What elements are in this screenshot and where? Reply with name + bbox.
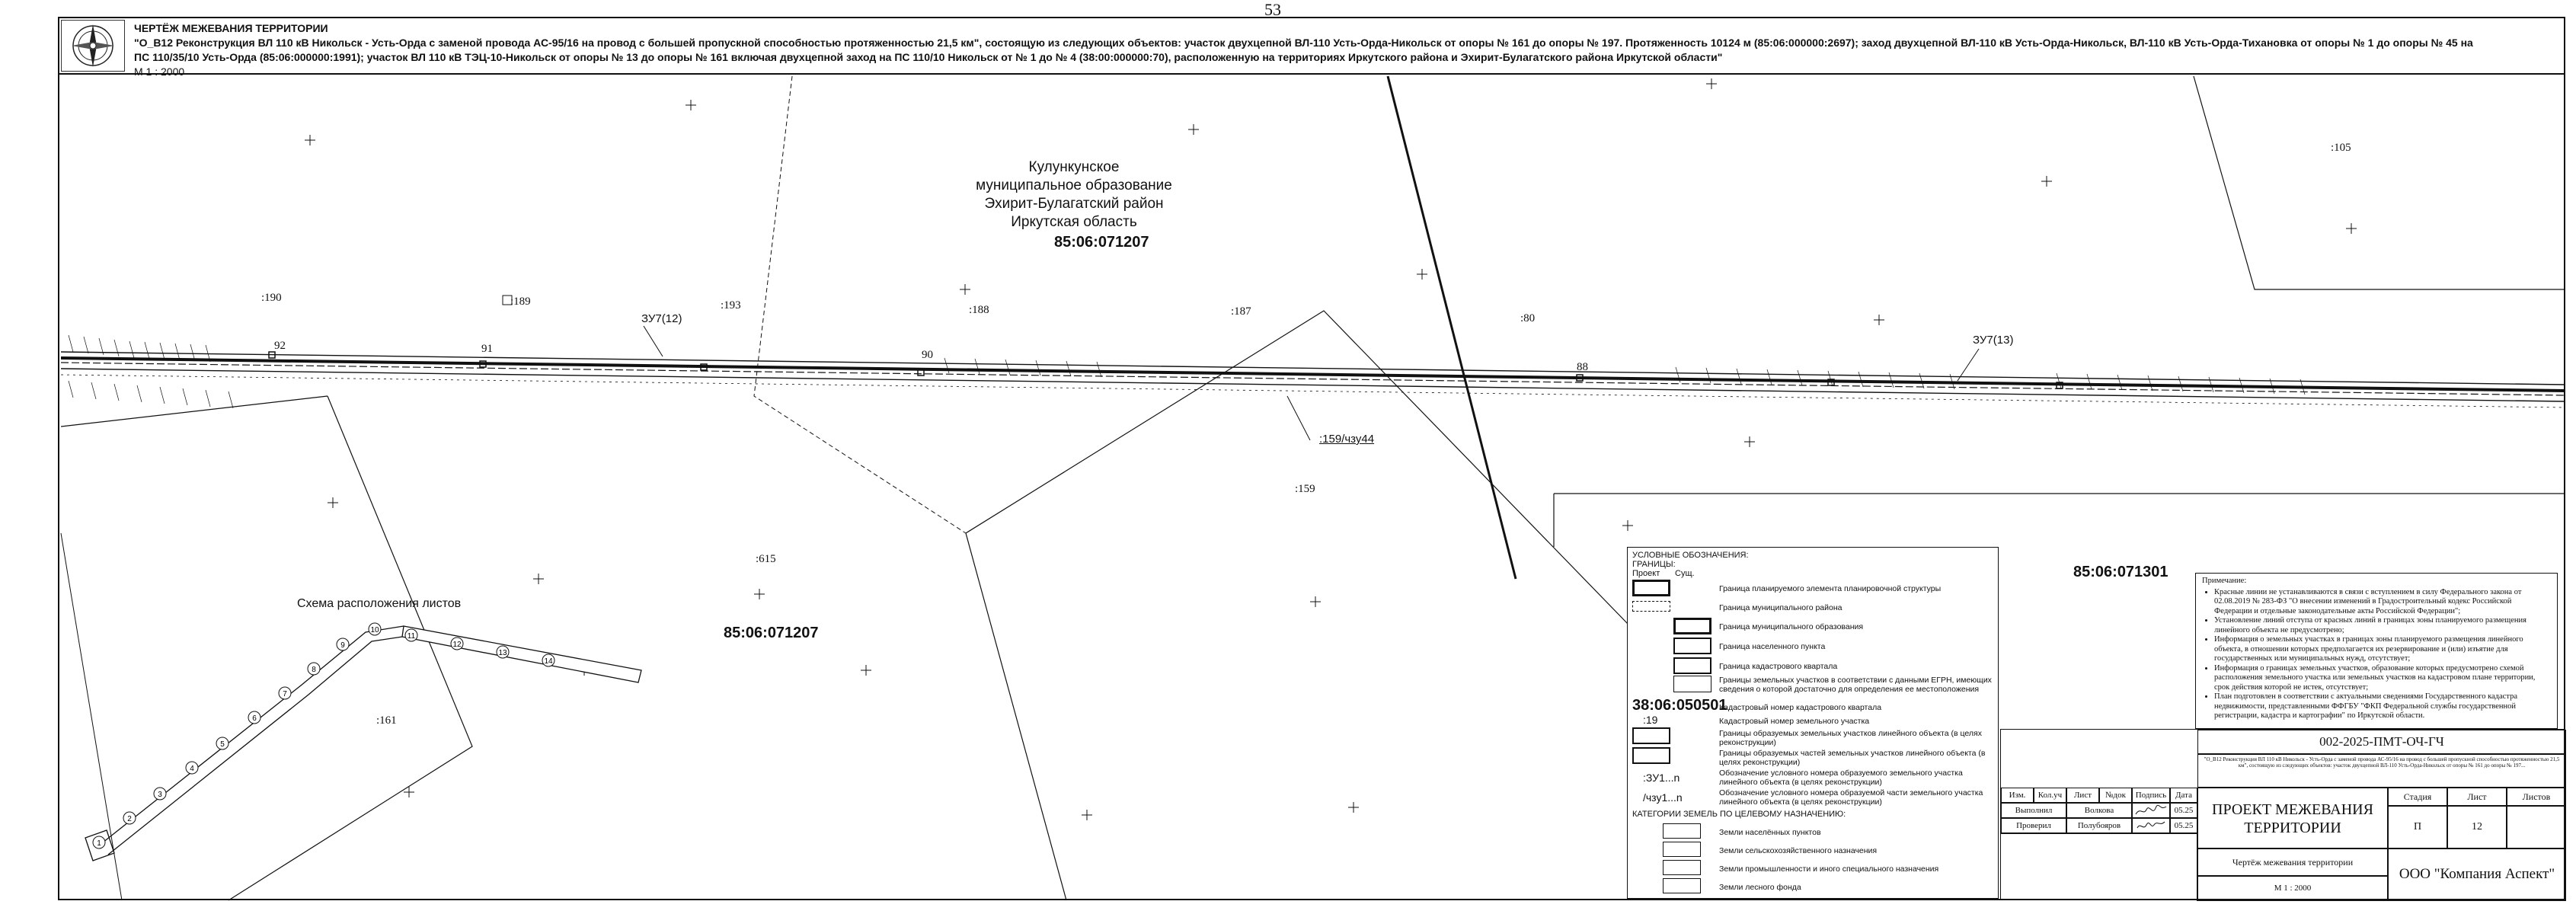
sheet-number-label: 6 <box>252 714 257 723</box>
sheet-number-label: 7 <box>283 690 287 698</box>
tower-label: 88 <box>1577 361 1588 373</box>
legend-swatch <box>1663 860 1701 875</box>
stage-value: П <box>2388 806 2447 848</box>
legend-swatch <box>1663 878 1701 893</box>
legend-sample-block: 38:06:050501 <box>1632 697 1727 714</box>
company-name: ООО "Компания Аспект" <box>2388 848 2566 901</box>
note-item: • Информация о земельных участках в границах зоны планируемого размещения линейного объекта, в отношении которых предполагается их резервирование и (или) изъятие для государственных или муниципальных нужд, отсутствует; <box>2214 635 2551 664</box>
legend-item: Границы образуемых земельных участков линейного объекта (в целях реконструкции) <box>1719 729 1982 747</box>
legend-title: УСЛОВНЫЕ ОБОЗНАЧЕНИЯ: <box>1632 551 1749 560</box>
legend-item: Границы образуемых частей земельных участков линейного объекта (в целях реконструкции) <box>1719 749 1986 767</box>
signature-icon <box>2132 803 2170 818</box>
stamp-role: Выполнил <box>2001 803 2066 818</box>
sheet-number-label: 2 <box>127 815 132 823</box>
cadastral-block-label: 85:06:071301 <box>2073 564 2169 580</box>
stage-header: Стадия <box>2388 788 2447 806</box>
note-item: • План подготовлен в соответствии с актуальными сведениями Государственного кадастра недвижимости, представленными ФФГБУ "ФКП Федеральной службы государственной регистрации, кадастра и картографии" по Иркутской области. <box>2214 692 2551 721</box>
sheets-value <box>2507 806 2566 848</box>
legend <box>1627 547 1999 899</box>
stamp-person: Полубояров <box>2066 818 2132 833</box>
legend-item: Граница муниципального района <box>1719 603 1843 612</box>
legend-category: Земли населённых пунктов <box>1719 828 1821 837</box>
legend-sample-chzu: /чзу1...n <box>1643 791 1683 804</box>
title-block <box>2000 729 2565 900</box>
legend-symbol <box>1673 618 1711 634</box>
stamp-date: 05.25 <box>2170 818 2197 833</box>
document-code: 002-2025-ПМТ-ОЧ-ГЧ <box>2197 730 2566 754</box>
note-item: • Установление линий отступа от красных линий в границах зоны планируемого размещения линейного объекта не предусмотрено; <box>2214 616 2551 635</box>
tower-label: 90 <box>922 349 933 361</box>
object-description-line-1: "О_В12 Реконструкция ВЛ 110 кВ Никольск - Усть-Орда с заменой провода АС-95/16 на провод с большей пропускной способностью протяженностью 21,5 км", состоящую из следующих объектов: участок двухцепной ВЛ-110 Усть-Орда-Никольск от опоры № 161 до опоры № 197. Протяженность 10124 м (85:06:000000:2697); заход двухцепной ВЛ-110 кВ Усть-Орда-Никольск, ВЛ-110 кВ Усть-Орда-Тихановка от опоры № 1 до опоры № 45 на <box>134 37 2473 49</box>
legend-item: Обозначение условного номера образуемого земельного участка линейного объекта (в целях реконструкции) <box>1719 769 1963 787</box>
sheet-number-label: 1 <box>97 839 101 848</box>
sheet-number-label: 12 <box>452 641 462 649</box>
stamp-date: 05.25 <box>2170 803 2197 818</box>
notes-box <box>2195 573 2558 729</box>
municipality-line-4: Иркутская область <box>1011 214 1137 230</box>
parcel-label: :190 <box>261 292 282 304</box>
stamp-header-list: Лист <box>2066 788 2099 803</box>
legend-categories-title: КАТЕГОРИИ ЗЕМЕЛЬ ПО ЦЕЛЕВОМУ НАЗНАЧЕНИЮ: <box>1632 810 1846 819</box>
stamp-role: Проверил <box>2001 818 2066 833</box>
legend-col-project: Проект <box>1632 569 1660 578</box>
sheets-header: Листов <box>2507 788 2566 806</box>
parcel-label: :159 <box>1295 483 1315 495</box>
parcel-label: :80 <box>1520 312 1536 324</box>
legend-category: Земли лесного фонда <box>1719 883 1801 892</box>
parcel-label: :188 <box>969 304 989 316</box>
legend-item: Кадастровый номер земельного участка <box>1719 717 1870 726</box>
legend-borders-heading: ГРАНИЦЫ: <box>1632 560 1676 569</box>
legend-symbol <box>1632 727 1670 744</box>
legend-item: Границы земельных участков в соответствии с данными ЕГРН, имеющих сведения о которой достаточно для определения ее местоположения <box>1719 676 1992 694</box>
sheet-schema-title: Схема расположения листов <box>297 597 462 610</box>
legend-swatch <box>1663 842 1701 857</box>
zu-label: ЗУ7(12) <box>641 312 682 325</box>
legend-symbol <box>1673 638 1711 654</box>
page-number: 53 <box>1264 0 1281 19</box>
sheet-number-label: 4 <box>190 765 194 773</box>
sheet-number-label: 5 <box>220 740 225 749</box>
legend-swatch <box>1663 823 1701 839</box>
parcel-label: :161 <box>376 714 397 727</box>
drawing-title: ЧЕРТЁЖ МЕЖЕВАНИЯ ТЕРРИТОРИИ <box>134 22 328 34</box>
legend-sample-zu: :ЗУ1...n <box>1643 772 1680 784</box>
drawing-scale-stamp: М 1 : 2000 <box>2197 876 2388 901</box>
zu-part-label: :159/чзу44 <box>1319 433 1375 446</box>
legend-item: Граница муниципального образования <box>1719 622 1864 631</box>
sheet-value: 12 <box>2447 806 2507 848</box>
sheet-number-label: 10 <box>370 626 379 634</box>
note-item: • Информация о границах земельных участков, образование которых предусмотрено схемой расположения земельного участка или земельных участков на кадастровом плане территории, срок действия которой не истек, отсутствует; <box>2214 664 2551 693</box>
drawing-name: Чертёж межевания территории <box>2197 848 2388 876</box>
stamp-header-izm: Изм. <box>2001 788 2034 803</box>
legend-item: Граница кадастрового квартала <box>1719 662 1838 671</box>
tower-label: 91 <box>481 343 493 355</box>
parcel-label: :105 <box>2331 142 2351 154</box>
zu-label: ЗУ7(13) <box>1973 334 2014 347</box>
legend-item: Обозначение условного номера образуемой части земельного участка линейного объекта (в целях реконструкции) <box>1719 788 1983 807</box>
legend-item: Граница планируемого элемента планировочной структуры <box>1719 584 1942 593</box>
legend-symbol <box>1632 601 1670 612</box>
stamp-header-koluch: Кол.уч <box>2034 788 2066 803</box>
stamp-header-signature: Подпись <box>2132 788 2170 803</box>
municipality-line-3: Эхирит-Булагатский район <box>984 196 1164 212</box>
legend-sample-parcel: :19 <box>1643 714 1658 726</box>
sheet-number-label: 11 <box>407 632 416 641</box>
drawing-scale: М 1 : 2000 <box>134 66 185 78</box>
legend-symbol <box>1632 747 1670 764</box>
notes-title: Примечание: <box>2202 577 2247 585</box>
sheet-number-label: 13 <box>498 649 507 657</box>
tower-label: 92 <box>274 340 286 352</box>
legend-symbol <box>1673 676 1711 692</box>
parcel-label: :615 <box>756 553 776 565</box>
parcel-label: :193 <box>721 299 741 312</box>
sheet-number-label: 9 <box>340 641 345 650</box>
signature-icon <box>2132 818 2170 833</box>
sheet-header: Лист <box>2447 788 2507 806</box>
note-item: • Красные линии не устанавливаются в связи с вступлением в силу Федерального закона от 02.08.2019 № 283-ФЗ "О внесении изменений в Градостроительный кодекс Российской Федерации и отдельные законодательные акты Российской Федерации"; <box>2214 588 2551 617</box>
legend-category: Земли промышленности и иного специального назначения <box>1719 864 1939 874</box>
legend-col-existing: Сущ. <box>1675 569 1695 578</box>
municipality-line-2: муниципальное образование <box>976 177 1172 193</box>
municipality-line-1: Кулункунское <box>1028 159 1120 175</box>
parcel-label: :187 <box>1231 305 1251 318</box>
project-title: ПРОЕКТ МЕЖЕВАНИЯ ТЕРРИТОРИИ <box>2197 788 2388 848</box>
stamp-header-ndoc: №док <box>2099 788 2132 803</box>
object-description-line-2: ПС 110/35/10 Усть-Орда (85:06:000000:1991); участок ВЛ 110 кВ ТЭЦ-10-Никольск от опоры № 13 до опоры № 161 включая двухцепной заход на ПС 110/10 Никольск от № 1 до № 4 (38:00:000000:70), расположенную на территориях Иркутского района и Эхирит-Булагатского района Иркутской области" <box>134 51 1723 63</box>
cadastral-block-label: 85:06:071207 <box>724 625 819 641</box>
legend-symbol <box>1673 657 1711 674</box>
legend-category: Земли сельскохозяйственного назначения <box>1719 846 1878 855</box>
stamp-header-date: Дата <box>2170 788 2197 803</box>
object-text: "О_В12 Реконструкция ВЛ 110 кВ Никольск - Усть-Орда с заменой провода АС-95/16 на провод с большей пропускной способностью протяженностью 21,5 км", состоящую из следующих объектов: участок двухцепной ВЛ-110 Усть-Орда-Никольск от опоры № 161 до опоры № 197... <box>2197 754 2566 788</box>
legend-symbol <box>1632 580 1670 596</box>
cadastral-block-label: 85:06:071207 <box>1054 234 1149 251</box>
legend-item: Граница населенного пункта <box>1719 642 1826 651</box>
stamp-person: Волкова <box>2066 803 2132 818</box>
sheet-number-label: 8 <box>312 666 316 674</box>
stamp-blank <box>2001 833 2197 901</box>
sheet-number-label: 14 <box>544 657 553 666</box>
sheet-number-label: 3 <box>158 791 162 799</box>
legend-item: Кадастровый номер кадастрового квартала <box>1719 703 1882 712</box>
parcel-label: :189 <box>510 296 531 308</box>
